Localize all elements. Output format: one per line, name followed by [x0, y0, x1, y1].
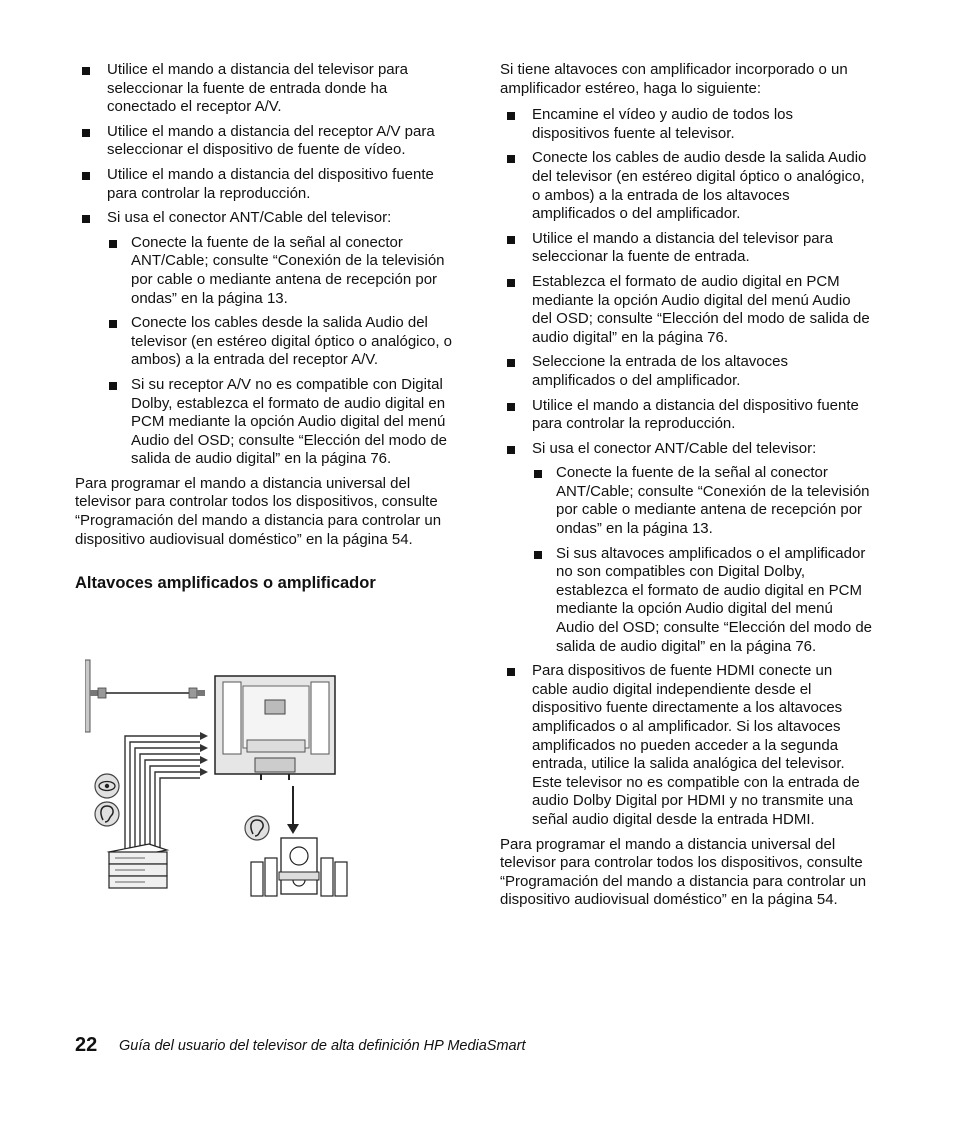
sub-bullet-list	[107, 234, 455, 469]
list-item-ant-cable	[500, 440, 872, 657]
ear-icon	[245, 816, 269, 840]
list-item: Seleccione la entrada de los altavoces amplificados o del amplificador.	[500, 353, 872, 390]
sub-list-item: Si sus altavoces amplificados o el amplificador no son compatibles con Digital Dolby, establezca el formato de audio digital en PCM mediante la opción Audio digital del menú Audio del OSD; consulte “Elección del modo de salida de audio digital” en la página 76.	[532, 545, 872, 657]
diagram-illustration	[85, 656, 365, 906]
sub-list-item: Conecte los cables desde la salida Audio del televisor (en estéreo digital óptico o analógico, o ambos) a la entrada del receptor A/V.	[107, 314, 455, 370]
right-bullet-list	[500, 106, 872, 829]
list-item: Conecte los cables de audio desde la salida Audio del televisor (en estéreo digital óptico o analógico, o ambos) a la entrada de los altavoces amplificados o del amplificador.	[500, 149, 872, 223]
connection-diagram	[85, 656, 365, 906]
wall-plate	[85, 660, 90, 732]
page-number: 22	[75, 1034, 98, 1056]
list-item-hdmi: Para dispositivos de fuente HDMI conecte un cable audio digital independiente desde el dispositivo fuente directamente a los altavoces amplificados o al amplificador. Si los altavoces amplificados no pueden acceder a la segunda entrada, utilice la salida analógica del televisor. Este televisor no es compatible con la entrada de audio Dolby Digital por HDMI y no transmite una señal audio digital desde la entrada HDMI.	[500, 662, 872, 829]
paragraph: Para programar el mando a distancia universal del televisor para controlar todos los dispositivos, consulte “Programación del mando a distancia para controlar un dispositivo audiovisual doméstico” en la página 54.	[75, 474, 442, 548]
sub-bullet-list	[532, 464, 872, 656]
list-item: Utilice el mando a distancia del televisor para seleccionar la fuente de entrada donde ha conectado el receptor A/V.	[75, 61, 455, 117]
list-item-text: Si usa el conector ANT/Cable del televisor:	[532, 439, 817, 457]
coax-connector	[90, 690, 98, 696]
signal-cables	[125, 736, 200, 852]
tv-back	[215, 676, 335, 780]
eye-icon	[95, 774, 119, 798]
list-item: Utilice el mando a distancia del dispositivo fuente para controlar la reproducción.	[500, 397, 872, 434]
list-item: Utilice el mando a distancia del televisor para seleccionar la fuente de entrada.	[500, 230, 872, 267]
left-bullet-list	[75, 61, 455, 469]
sub-list-item: Conecte la fuente de la señal al conector ANT/Cable; consulte “Conexión de la televisión por cable o mediante antena de recepción por ondas” en la página 13.	[532, 464, 872, 538]
list-item: Utilice el mando a distancia del dispositivo fuente para controlar la reproducción.	[75, 166, 455, 203]
speaker-system	[251, 838, 347, 896]
source-devices	[109, 844, 167, 888]
intro-paragraph: Si tiene altavoces con amplificador incorporado o un amplificador estéreo, haga lo siguiente:	[500, 61, 848, 97]
ear-icon	[95, 802, 119, 826]
sub-list-item: Si su receptor A/V no es compatible con Digital Dolby, establezca el formato de audio digital en PCM mediante la opción Audio digital del menú Audio del OSD; consulte “Elección del modo de salida de audio digital” en la página 76.	[107, 376, 455, 469]
sub-list-item: Conecte la fuente de la señal al conector ANT/Cable; consulte “Conexión de la televisión por cable o mediante antena de recepción por ondas” en la página 13.	[107, 234, 455, 308]
paragraph: Para programar el mando a distancia universal del televisor para controlar todos los dispositivos, consulte “Programación del mando a distancia para controlar un dispositivo audiovisual doméstico” en la página 54.	[500, 835, 867, 909]
list-item: Utilice el mando a distancia del receptor A/V para seleccionar el dispositivo de fuente de vídeo.	[75, 123, 455, 160]
section-heading: Altavoces amplificados o amplificador	[75, 574, 376, 593]
hp-logo	[265, 700, 285, 714]
page-footer	[75, 1034, 895, 1062]
footer-title: Guía del usuario del televisor de alta definición HP MediaSmart	[119, 1038, 526, 1054]
list-item: Establezca el formato de audio digital en PCM mediante la opción Audio digital del menú Audio del OSD; consulte “Elección del modo de salida de audio digital” en la página 76.	[500, 273, 872, 347]
left-column	[75, 61, 455, 593]
right-column	[500, 61, 872, 918]
list-item-ant-cable	[75, 209, 455, 469]
list-item: Encamine el vídeo y audio de todos los dispositivos fuente al televisor.	[500, 106, 872, 143]
list-item-text: Si usa el conector ANT/Cable del televisor:	[107, 209, 392, 227]
